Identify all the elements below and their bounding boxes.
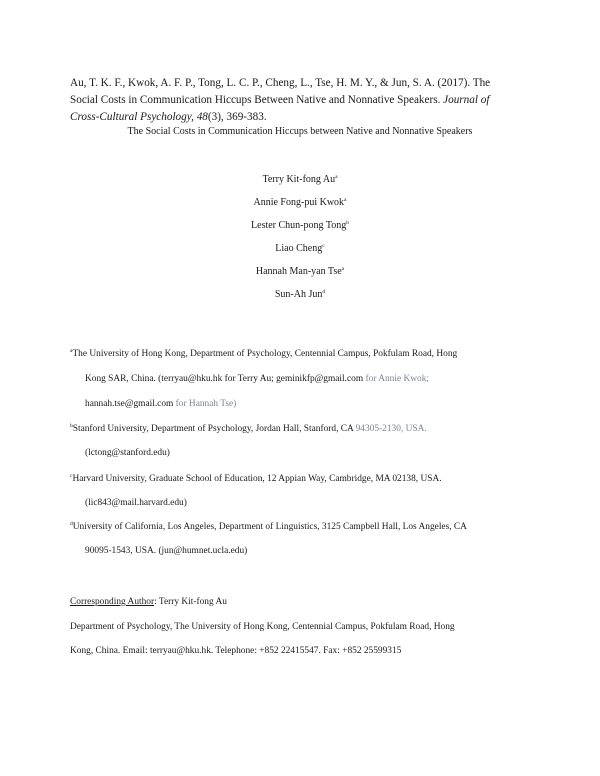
corresponding-address-line-2: Kong, China. Email: terryau@hku.hk. Telephone: +852 22415547. Fax: +852 25599315 bbox=[70, 646, 402, 656]
affiliation-b-line-1: $^b$Stanford University, Department of Psychology, Jordan Hall, Stanford, CA 94305-2130, USA. bbox=[70, 423, 427, 434]
affiliation-d-line-1: $^d$University of California, Los Angeles, Department of Linguistics, 3125 Campbell Hall, Los Angeles, CA bbox=[70, 521, 467, 532]
author-4: Liao Cheng$^c$ bbox=[275, 243, 325, 254]
author-6: Sun-Ah Jun$^d$ bbox=[274, 289, 326, 300]
paper-title: The Social Costs in Communication Hiccups between Native and Nonnative Speakers bbox=[127, 126, 473, 137]
corresponding-address-line-1: Department of Psychology, The University of Hong Kong, Centennial Campus, Pokfulam Road, Hong bbox=[70, 622, 455, 632]
citation-journal: Journal of bbox=[443, 94, 490, 106]
author-3: Lester Chun-pong Tong$^b$ bbox=[251, 220, 349, 231]
author-5: Hannah Man-yan Tse$^a$ bbox=[255, 266, 345, 277]
citation-issue-pages: (3), 369-383. bbox=[207, 111, 267, 123]
citation-journal-volume: Cross-Cultural Psychology, 48 bbox=[70, 111, 208, 123]
citation-line-1: Au, T. K. F., Kwok, A. F. P., Tong, L. C. P., Cheng, L., Tse, H. M. Y., & Jun, S. A. (2017). The bbox=[70, 77, 491, 89]
citation-line-3 bbox=[70, 109, 267, 126]
affiliation-c-line-1: $^c$Harvard University, Graduate School of Education, 12 Appian Way, Cambridge, MA 02138, USA. bbox=[70, 473, 442, 484]
citation-line-2 bbox=[70, 92, 489, 109]
affiliation-a-line-1: $^a$The University of Hong Kong, Department of Psychology, Centennial Campus, Pokfulam Road, Hong bbox=[70, 348, 458, 359]
author-1: Terry Kit-fong Au$^a$ bbox=[262, 174, 338, 185]
corresponding-author-label: Corresponding Author bbox=[70, 597, 155, 607]
affiliation-a-line-2: Kong SAR, China. (terryau@hku.hk for Terry Au; geminikfp@gmail.com for Annie Kwok; bbox=[85, 374, 430, 384]
citation-article-title: Social Costs in Communication Hiccups Between Native and Nonnative Speakers. bbox=[70, 94, 441, 106]
corresponding-author: Corresponding Author: Terry Kit-fong Au bbox=[70, 597, 227, 607]
affiliation-a-line-3: hannah.tse@gmail.com for Hannah Tse) bbox=[85, 399, 237, 409]
author-2: Annie Fong-pui Kwok$^a$ bbox=[253, 197, 347, 208]
affiliation-b-line-2: (lctong@stanford.edu) bbox=[85, 448, 170, 458]
affiliation-c-line-2: (lic843@mail.harvard.edu) bbox=[85, 498, 187, 508]
affiliation-d-line-2: 90095-1543, USA. (jun@humnet.ucla.edu) bbox=[85, 546, 248, 556]
